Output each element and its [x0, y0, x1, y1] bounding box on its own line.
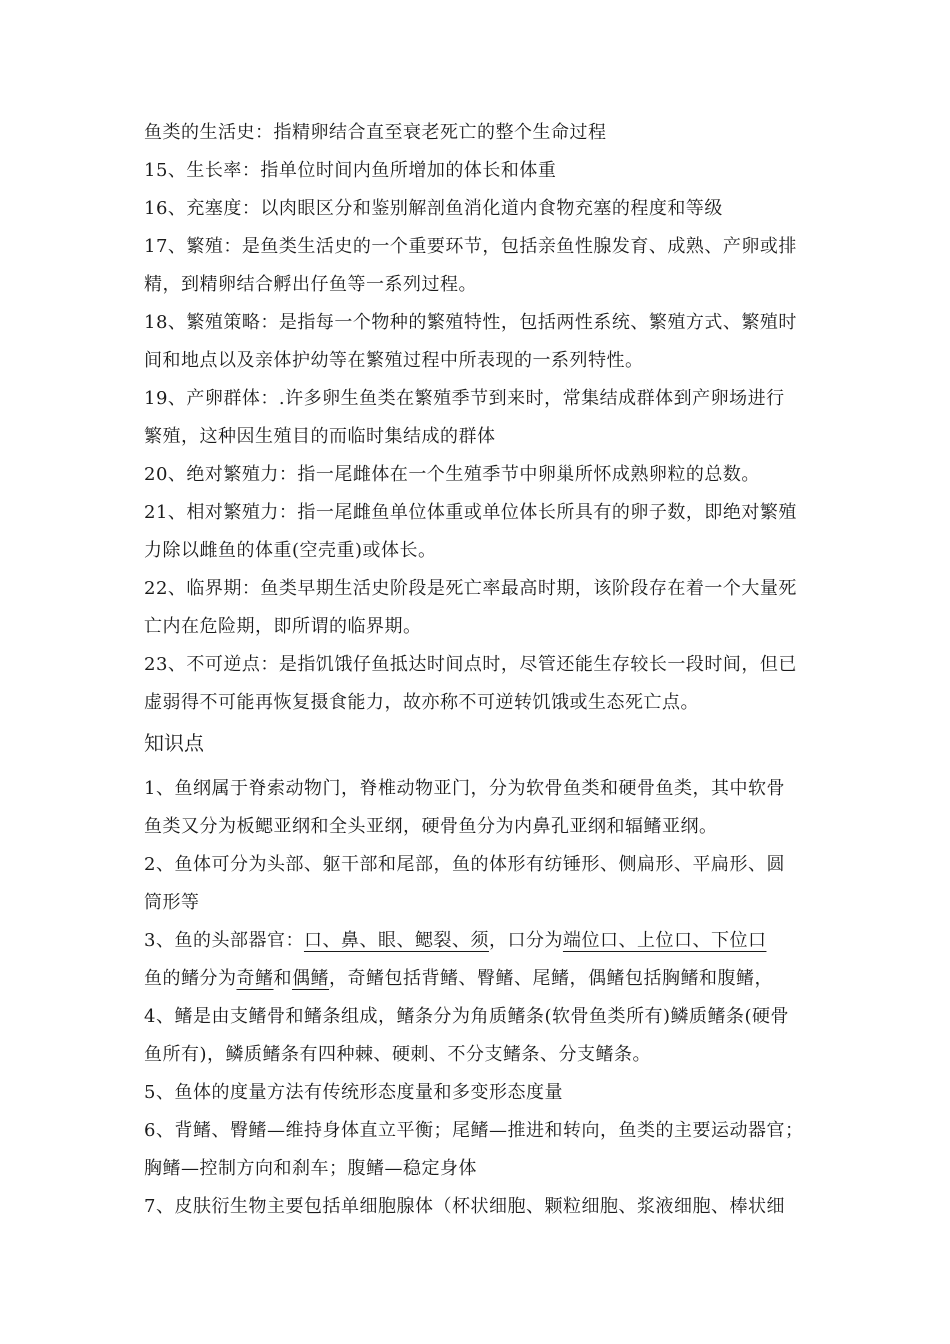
text-line: 繁殖，这种因生殖目的而临时集结成的群体: [144, 426, 496, 447]
definitions-block: [144, 114, 810, 722]
text-line: 虚弱得不可能再恢复摄食能力，故亦称不可逆转饥饿或生态死亡点。: [144, 692, 699, 713]
text-line: 鱼类的生活史：指精卵结合直至衰老死亡的整个生命过程: [144, 122, 607, 143]
text-line: 18、繁殖策略：是指每一个物种的繁殖特性，包括两性系统、繁殖方式、繁殖时: [144, 312, 797, 333]
text-line: 4、鳍是由支鳍骨和鳍条组成，鳍条分为角质鳍条(软骨鱼类所有)鳞质鳍条(硬骨: [144, 1006, 790, 1027]
text-line-fins: [144, 960, 810, 998]
text-line: 17、繁殖：是鱼类生活史的一个重要环节，包括亲鱼性腺发育、成熟、产卵或排: [144, 236, 797, 257]
text-line: 16、充塞度：以肉眼区分和鉴别解剖鱼消化道内食物充塞的程度和等级: [144, 198, 723, 219]
text-line: 2、鱼体可分为头部、躯干部和尾部，鱼的体形有纺锤形、侧扁形、平扁形、圆: [144, 854, 785, 875]
text-line: 19、产卵群体：.许多卵生鱼类在繁殖季节到来时，常集结成群体到产卵场进行: [144, 388, 785, 409]
text-line: 15、生长率：指单位时间内鱼所增加的体长和体重: [144, 160, 557, 181]
text-line: 22、临界期：鱼类早期生活史阶段是死亡率最高时期，该阶段存在着一个大量死: [144, 578, 797, 599]
text-line: 亡内在危险期，即所谓的临界期。: [144, 616, 422, 637]
line-middle: ，口分为: [488, 930, 563, 951]
underlined-term: 偶鳍: [292, 968, 329, 989]
knowledge-points-block: [144, 770, 810, 1226]
text-line: 胸鳍—控制方向和刹车；腹鳍—稳定身体: [144, 1158, 477, 1179]
underlined-term: 端位口、上位口、下位口: [562, 930, 767, 951]
line-prefix: 3、鱼的头部器官：: [144, 930, 304, 951]
text-line: 力除以雌鱼的体重(空壳重)或体长。: [144, 540, 437, 561]
underlined-term: 口、鼻、眼、鳃裂、须: [303, 930, 489, 951]
text-line: 21、相对繁殖力：指一尾雌鱼单位体重或单位体长所具有的卵子数，即绝对繁殖: [144, 502, 797, 523]
line-middle: 和: [273, 968, 292, 989]
text-line: 间和地点以及亲体护幼等在繁殖过程中所表现的一系列特性。: [144, 350, 644, 371]
text-line: 筒形等: [144, 892, 200, 913]
text-line: 23、不可逆点：是指饥饿仔鱼抵达时间点时，尽管还能生存较长一段时间，但已: [144, 654, 797, 675]
text-line: 20、绝对繁殖力：指一尾雌体在一个生殖季节中卵巢所怀成熟卵粒的总数。: [144, 464, 760, 485]
line-prefix: 鱼的鳍分为: [144, 968, 237, 989]
section-heading: 知识点: [144, 731, 204, 755]
underlined-term: 奇鳍: [236, 968, 274, 989]
line-suffix: ，奇鳍包括背鳍、臀鳍、尾鳍，偶鳍包括胸鳍和腹鳍，: [329, 968, 773, 989]
text-line: 1、鱼纲属于脊索动物门，脊椎动物亚门，分为软骨鱼类和硬骨鱼类，其中软骨: [144, 778, 785, 799]
text-line: 6、背鳍、臀鳍—维持身体直立平衡；尾鳍—推进和转向，鱼类的主要运动器官；: [144, 1120, 804, 1141]
text-line: 5、鱼体的度量方法有传统形态度量和多变形态度量: [144, 1082, 563, 1103]
text-line: 精，到精卵结合孵出仔鱼等一系列过程。: [144, 274, 477, 295]
text-line: 鱼类又分为板鳃亚纲和全头亚纲，硬骨鱼分为内鼻孔亚纲和辐鳍亚纲。: [144, 816, 718, 837]
text-line: 7、皮肤衍生物主要包括单细胞腺体（杯状细胞、颗粒细胞、浆液细胞、棒状细: [144, 1196, 785, 1217]
text-line-head-organs: [144, 922, 810, 960]
text-line: 鱼所有)，鳞质鳍条有四种棘、硬刺、不分支鳍条、分支鳍条。: [144, 1044, 652, 1065]
